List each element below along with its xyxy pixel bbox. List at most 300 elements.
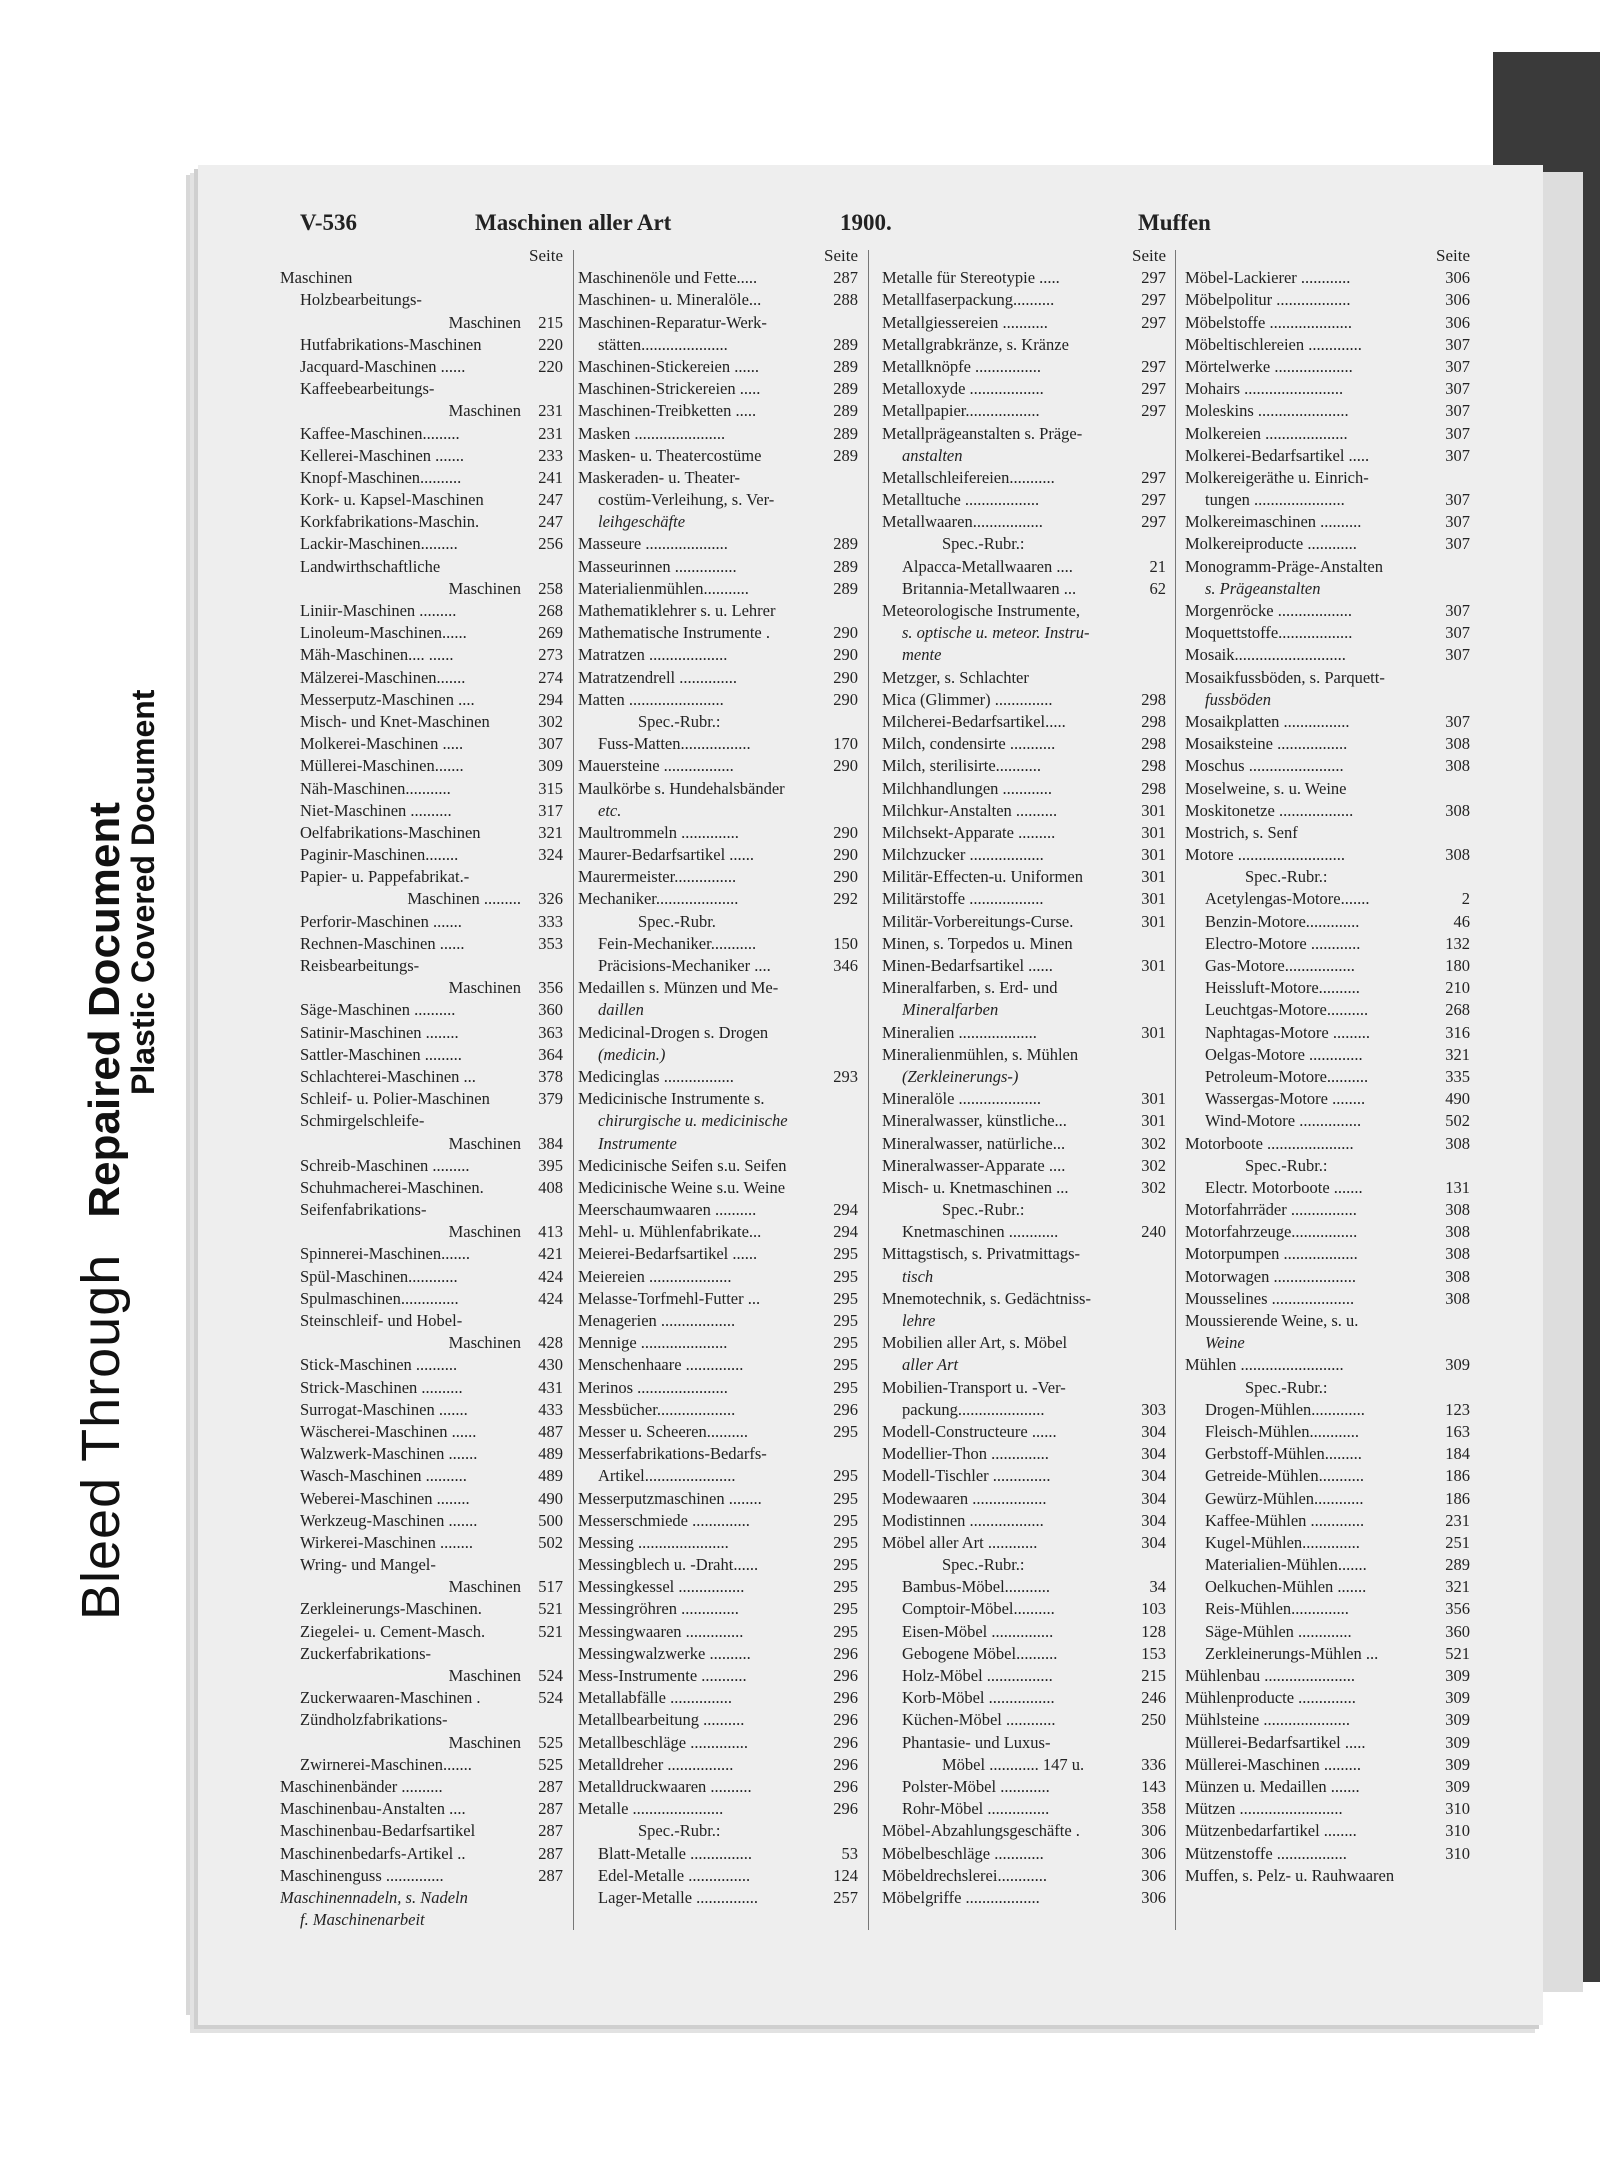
entry-term: Matten .......................: [578, 689, 724, 709]
entry-term: Mützen .........................: [1185, 1799, 1343, 1819]
entry-page-number: 307: [1445, 601, 1470, 620]
entry-term: Mechaniker....................: [578, 889, 739, 909]
entry-term: Mineralwasser, natürliche...: [882, 1133, 1066, 1153]
entry-term: Steinschleif- und Hobel-: [300, 1311, 463, 1330]
entry-page-number: 307: [1445, 423, 1470, 443]
entry-page-number: Seite: [1436, 246, 1470, 265]
entry-term: Präcisions-Mechaniker ....: [598, 956, 771, 975]
entry-term: Mühlenbau ......................: [1185, 1666, 1356, 1685]
entry-term: Getreide-Mühlen...........: [1205, 1466, 1364, 1486]
page-header: [300, 210, 1490, 244]
entry-page-number: 307: [538, 734, 563, 754]
entry-term: Milchkur-Anstalten ..........: [882, 800, 1058, 820]
entry-term: Mineralienmühlen, s. Mühlen: [882, 1044, 1079, 1064]
entry-term: Maschinen-Stickereien ......: [578, 356, 759, 376]
index-entry: [578, 1332, 858, 1354]
entry-term: Spinnerei-Maschinen.......: [300, 1244, 471, 1264]
entry-term: Möbeltischlereien .............: [1185, 334, 1362, 354]
entry-term: Knetmaschinen ............: [902, 1222, 1059, 1242]
entry-page-number: 306: [1141, 1843, 1166, 1863]
entry-term: Maskeraden- u. Theater-: [578, 467, 740, 487]
entry-page-number: 296: [833, 1710, 858, 1730]
entry-term: Molkerei-Bedarfsartikel .....: [1185, 445, 1370, 465]
entry-term: Zuckerfabrikations-: [300, 1643, 432, 1663]
entry-page-number: 304: [1141, 1488, 1166, 1508]
entry-term: Möbeldrechslerei............: [882, 1865, 1047, 1885]
index-entry: [280, 1598, 563, 1620]
index-entry: [882, 1865, 1166, 1887]
entry-term: Korb-Möbel ................: [902, 1688, 1055, 1708]
entry-term: (medicin.): [598, 1044, 666, 1064]
entry-term: Molkereien ....................: [1185, 423, 1348, 443]
entry-term: Möbelgriffe ..................: [882, 1887, 1040, 1907]
entry-page-number: 308: [1445, 734, 1470, 754]
index-entry: [1185, 689, 1470, 711]
entry-page-number: 298: [1141, 734, 1166, 754]
index-entry: [1185, 667, 1470, 689]
entry-term: Möbel ............ 147 u.: [942, 1754, 1085, 1774]
entry-term: Messer u. Scheeren..........: [578, 1421, 748, 1441]
entry-term: mente: [902, 645, 942, 665]
index-entry: [882, 1488, 1166, 1510]
index-entry: [1185, 1798, 1470, 1820]
entry-term: Möbel aller Art ............: [882, 1532, 1038, 1552]
entry-term: Messing ......................: [578, 1532, 729, 1552]
entry-term: Kellerei-Maschinen .......: [300, 445, 465, 465]
entry-page-number: 296: [833, 1732, 858, 1752]
entry-term: Electr. Motorboote .......: [1205, 1177, 1363, 1197]
index-entry: [578, 1798, 858, 1820]
entry-term: Gerbstoff-Mühlen.........: [1205, 1444, 1362, 1464]
entry-page-number: 304: [1141, 1532, 1166, 1552]
index-entry: [578, 933, 858, 955]
column-header-seite: [1185, 245, 1470, 267]
entry-term: Heissluft-Motore..........: [1205, 978, 1360, 998]
index-entry: [280, 778, 563, 800]
index-entry: [280, 533, 563, 555]
entry-term: stätten.....................: [598, 334, 728, 354]
index-entry: [882, 378, 1166, 400]
entry-page-number: 297: [1141, 490, 1166, 510]
entry-term: Petroleum-Motore..........: [1205, 1066, 1369, 1086]
entry-page-number: 304: [1141, 1510, 1166, 1530]
index-entry: [882, 711, 1166, 733]
index-entry: [1185, 933, 1470, 955]
entry-page-number: 62: [1149, 578, 1166, 598]
index-entry: [882, 689, 1166, 711]
index-entry: [578, 1776, 858, 1798]
entry-page-number: 290: [833, 845, 858, 865]
index-entry: [1185, 1399, 1470, 1421]
entry-page-number: 296: [833, 1643, 858, 1663]
index-entry: [1185, 999, 1470, 1021]
index-entry: [578, 689, 858, 711]
entry-page-number: 287: [538, 1776, 563, 1796]
entry-page-number: 302: [1141, 1133, 1166, 1153]
entry-page-number: 378: [538, 1066, 563, 1086]
entry-page-number: 287: [833, 268, 858, 288]
entry-term: (Zerkleinerungs-): [902, 1066, 1019, 1086]
entry-page-number: 295: [833, 1288, 858, 1308]
entry-term: Britannia-Metallwaaren ...: [902, 578, 1077, 598]
entry-page-number: 525: [538, 1754, 563, 1774]
entry-term: Liniir-Maschinen .........: [300, 601, 457, 620]
side-labels: [0, 0, 185, 2177]
entry-term: Medicinglas .................: [578, 1066, 734, 1086]
entry-term: Maschinenbau-Anstalten ....: [280, 1799, 466, 1819]
index-entry: [1185, 844, 1470, 866]
index-entry: [280, 1199, 563, 1221]
entry-term: leihgeschäfte: [598, 512, 686, 532]
index-entry: [1185, 600, 1470, 622]
index-entry: [280, 400, 563, 422]
index-entry: [1185, 1865, 1470, 1887]
entry-term: Metallbearbeitung ..........: [578, 1710, 745, 1730]
index-entry: [578, 1155, 858, 1177]
entry-page-number: 290: [833, 822, 858, 842]
index-entry: [280, 467, 563, 489]
entry-term: Wassergas-Motore ........: [1205, 1089, 1366, 1109]
entry-page-number: 308: [1445, 1266, 1470, 1286]
index-entry: [578, 1732, 858, 1754]
entry-term: Mosaik...........................: [1185, 645, 1346, 665]
index-entry: [882, 1243, 1166, 1265]
index-entry: [1185, 1820, 1470, 1842]
entry-page-number: 295: [833, 1421, 858, 1441]
index-entry: [280, 1022, 563, 1044]
index-entry: [578, 1066, 858, 1088]
index-entry: [280, 667, 563, 689]
entry-page-number: 295: [833, 1355, 858, 1375]
index-entry: [882, 267, 1166, 289]
entry-page-number: 297: [1141, 401, 1166, 421]
entry-page-number: 251: [1445, 1532, 1470, 1552]
entry-page-number: 301: [1141, 822, 1166, 842]
entry-term: Medicinal-Drogen s. Drogen: [578, 1022, 769, 1042]
entry-term: Spec.-Rubr.:: [1245, 867, 1328, 887]
header-last-entry: Muffen: [1138, 210, 1211, 235]
entry-term: aller Art: [902, 1355, 959, 1375]
index-entry: [578, 1488, 858, 1510]
entry-page-number: 128: [1141, 1621, 1166, 1641]
entry-term: Milchhandlungen ............: [882, 778, 1053, 798]
index-entry: [882, 1133, 1166, 1155]
entry-term: Rechnen-Maschinen ......: [300, 933, 465, 953]
entry-page-number: 490: [1445, 1089, 1470, 1109]
entry-page-number: 290: [833, 645, 858, 665]
entry-term: Metallgiessereien ...........: [882, 312, 1048, 332]
index-entry: [578, 1310, 858, 1332]
index-entry: [578, 888, 858, 910]
entry-term: Reis-Mühlen..............: [1205, 1599, 1349, 1619]
entry-page-number: 326: [538, 889, 563, 909]
entry-page-number: 293: [833, 1066, 858, 1086]
entry-page-number: 289: [1445, 1555, 1470, 1575]
index-entry: [280, 1776, 563, 1798]
entry-term: Münzen u. Medaillen .......: [1185, 1776, 1360, 1796]
index-entry: [882, 977, 1166, 999]
index-entry: [1185, 888, 1470, 910]
index-entry: [882, 999, 1166, 1021]
entry-page-number: 301: [1141, 1089, 1166, 1109]
index-entry: [1185, 977, 1470, 999]
index-entry: [280, 600, 563, 622]
entry-term: Materialien-Mühlen.......: [1205, 1555, 1367, 1575]
entry-term: Mälzerei-Maschinen.......: [300, 667, 466, 687]
entry-term: Messingkessel ................: [578, 1577, 745, 1597]
index-entry: [578, 667, 858, 689]
index-entry: [280, 1066, 563, 1088]
entry-page-number: 256: [538, 534, 563, 554]
entry-term: Medicinische Instrumente s.: [578, 1089, 765, 1109]
entry-page-number: 295: [833, 1244, 858, 1264]
entry-page-number: 287: [538, 1799, 563, 1819]
entry-term: Maschinen- u. Mineralöle...: [578, 290, 762, 310]
entry-term: Holzbearbeitungs-: [300, 290, 422, 310]
entry-term: Lackir-Maschinen.........: [300, 534, 458, 554]
index-entry: [578, 644, 858, 666]
entry-term: Mauersteine .................: [578, 756, 734, 776]
entry-page-number: 295: [833, 1311, 858, 1330]
entry-term: Mnemotechnik, s. Gedächtniss-: [882, 1288, 1091, 1308]
index-entry: [882, 312, 1166, 334]
entry-page-number: 487: [538, 1421, 563, 1441]
index-entry: [1185, 578, 1470, 600]
index-entry: [578, 1288, 858, 1310]
entry-term: Meerschaumwaaren ..........: [578, 1200, 757, 1220]
entry-page-number: Seite: [1132, 246, 1166, 265]
index-entry: [280, 1088, 563, 1110]
index-entry: [578, 1554, 858, 1576]
entry-term: Gebogene Möbel..........: [902, 1643, 1058, 1663]
entry-term: Misch- und Knet-Maschinen: [300, 711, 490, 731]
entry-term: Molkereimaschinen ..........: [1185, 512, 1362, 532]
entry-page-number: 246: [1141, 1688, 1166, 1708]
entry-page-number: 308: [1445, 756, 1470, 776]
entry-page-number: 186: [1445, 1488, 1470, 1508]
entry-term: Maurermeister...............: [578, 867, 737, 887]
entry-term: Moquettstoffe..................: [1185, 623, 1353, 643]
entry-term: Werkzeug-Maschinen .......: [300, 1510, 478, 1530]
index-entry: [280, 1177, 563, 1199]
entry-page-number: 360: [538, 1000, 563, 1020]
entry-term: Maschinenbänder ..........: [280, 1776, 443, 1796]
index-entry: [280, 1532, 563, 1554]
index-entry: [578, 1088, 858, 1110]
entry-page-number: 307: [1445, 356, 1470, 376]
index-entry: [882, 1554, 1166, 1576]
entry-page-number: 490: [538, 1488, 563, 1508]
entry-page-number: 295: [833, 1599, 858, 1619]
index-entry: [882, 733, 1166, 755]
entry-term: Wring- und Mangel-: [300, 1555, 436, 1575]
index-entry: [1185, 1843, 1470, 1865]
index-entry: [882, 866, 1166, 888]
entry-term: Möbelbeschläge ............: [882, 1843, 1044, 1863]
entry-term: Schuhmacherei-Maschinen.: [300, 1177, 484, 1197]
entry-term: Mathematiklehrer s. u. Lehrer: [578, 601, 776, 620]
page-number: V-536: [300, 210, 358, 235]
index-entry: [882, 1088, 1166, 1110]
index-entry: [882, 822, 1166, 844]
index-entry: [578, 866, 858, 888]
entry-term: Strick-Maschinen ..........: [300, 1377, 463, 1397]
index-entry: [1185, 400, 1470, 422]
entry-page-number: 307: [1445, 334, 1470, 354]
index-entry: [578, 1354, 858, 1376]
index-entry: [1185, 1288, 1470, 1310]
entry-term: Maurer-Bedarfsartikel ......: [578, 845, 755, 865]
index-entry: [1185, 334, 1470, 356]
entry-term: Niet-Maschinen ..........: [300, 800, 452, 820]
index-entry: [1185, 1532, 1470, 1554]
entry-page-number: 521: [538, 1599, 563, 1619]
index-entry: [882, 1576, 1166, 1598]
entry-term: Spec.-Rubr.:: [942, 534, 1025, 554]
index-entry: [578, 1820, 858, 1842]
entry-page-number: 294: [833, 1200, 858, 1220]
index-entry: [280, 578, 563, 600]
entry-term: Motore ..........................: [1185, 845, 1345, 865]
entry-term: Alpacca-Metallwaaren ....: [902, 556, 1073, 576]
index-entry: [280, 1243, 563, 1265]
entry-page-number: 301: [1141, 956, 1166, 975]
column-divider: [868, 250, 869, 1930]
index-entry: [578, 467, 858, 489]
index-entry: [1185, 1488, 1470, 1510]
index-entry: [1185, 866, 1470, 888]
entry-page-number: 309: [538, 756, 563, 776]
entry-page-number: 287: [538, 1865, 563, 1885]
entry-term: Messingwaaren ..............: [578, 1621, 744, 1641]
entry-term: Metallwaaren.................: [882, 512, 1043, 532]
index-entry: [1185, 1554, 1470, 1576]
entry-term: Maschinenöle und Fette.....: [578, 268, 758, 288]
entry-term: Spec.-Rubr.:: [1245, 1377, 1328, 1397]
index-entry: [1185, 800, 1470, 822]
entry-term: anstalten: [902, 445, 963, 465]
entry-term: Mühlen .........................: [1185, 1355, 1344, 1375]
entry-term: tungen ......................: [1205, 490, 1345, 510]
index-entry: [280, 1443, 563, 1465]
entry-term: tisch: [902, 1266, 934, 1286]
entry-page-number: 220: [538, 334, 563, 354]
index-entry: [1185, 1665, 1470, 1687]
entry-page-number: 307: [1445, 401, 1470, 421]
entry-page-number: 310: [1445, 1821, 1470, 1841]
index-entry: [1185, 1243, 1470, 1265]
entry-page-number: 297: [1141, 290, 1166, 310]
entry-page-number: 297: [1141, 379, 1166, 399]
index-entry: [1185, 1443, 1470, 1465]
entry-page-number: 292: [833, 889, 858, 909]
entry-term: Leuchtgas-Motore..........: [1205, 1000, 1369, 1020]
entry-term: Masken ......................: [578, 423, 726, 443]
bleed-through-label: Bleed Through: [71, 1253, 131, 1620]
entry-term: Metallschleifereien...........: [882, 467, 1055, 487]
index-entry: [578, 1221, 858, 1243]
index-entry: [280, 977, 563, 999]
entry-term: Maschinen: [448, 1577, 521, 1597]
index-entry: [578, 1465, 858, 1487]
index-entry: [280, 312, 563, 334]
index-entry: [578, 600, 858, 622]
entry-term: Mineralöle ....................: [882, 1089, 1042, 1109]
index-entry: [578, 267, 858, 289]
entry-page-number: 306: [1141, 1887, 1166, 1907]
index-entry: [882, 1443, 1166, 1465]
index-entry: [882, 1665, 1166, 1687]
entry-term: Seifenfabrikations-: [300, 1200, 427, 1220]
entry-page-number: 295: [833, 1510, 858, 1530]
entry-term: Modellier-Thon ..............: [882, 1444, 1049, 1464]
index-entry: [1185, 556, 1470, 578]
entry-page-number: 297: [1141, 467, 1166, 487]
entry-term: Zündholzfabrikations-: [300, 1710, 448, 1730]
plastic-covered-label: Plastic Covered Document: [125, 689, 161, 1095]
entry-page-number: 308: [1445, 800, 1470, 820]
index-entry: [1185, 822, 1470, 844]
index-entry: [882, 489, 1166, 511]
entry-page-number: 424: [538, 1288, 563, 1308]
entry-term: Milcherei-Bedarfsartikel.....: [882, 711, 1066, 731]
index-entry: [280, 644, 563, 666]
index-entry: [578, 1510, 858, 1532]
index-entry: [1185, 1732, 1470, 1754]
entry-term: Metalle ......................: [578, 1799, 724, 1819]
entry-page-number: 301: [1141, 1022, 1166, 1042]
entry-term: Masseure ....................: [578, 534, 728, 554]
entry-page-number: 298: [1141, 756, 1166, 776]
entry-term: Mörtelwerke ...................: [1185, 356, 1353, 376]
index-entry: [578, 999, 858, 1021]
index-entry: [882, 356, 1166, 378]
entry-page-number: 521: [1445, 1643, 1470, 1663]
index-entry: [1185, 533, 1470, 555]
entry-term: Weberei-Maschinen ........: [300, 1488, 470, 1508]
entry-page-number: 333: [538, 911, 563, 931]
entry-page-number: 309: [1445, 1754, 1470, 1774]
entry-term: Mineralfarben, s. Erd- und: [882, 978, 1058, 998]
entry-term: Wirkerei-Maschinen ........: [300, 1532, 473, 1552]
index-entry: [280, 1155, 563, 1177]
entry-page-number: 170: [833, 734, 858, 754]
entry-term: Motorboote .....................: [1185, 1133, 1354, 1153]
index-entry: [280, 1709, 563, 1731]
index-entry: [1185, 1133, 1470, 1155]
index-entry: [1185, 511, 1470, 533]
index-entry: [578, 578, 858, 600]
index-entry: [1185, 1110, 1470, 1132]
index-entry: [280, 1843, 563, 1865]
entry-term: Maulkörbe s. Hundehalsbänder: [578, 778, 785, 798]
entry-term: Spec.-Rubr.:: [638, 711, 721, 731]
index-entry: [280, 289, 563, 311]
index-entry: [280, 1510, 563, 1532]
entry-page-number: 231: [1445, 1510, 1470, 1530]
index-entry: [882, 600, 1166, 622]
index-entry: [578, 1709, 858, 1731]
index-entry: [578, 1133, 858, 1155]
entry-page-number: 315: [538, 778, 563, 798]
entry-page-number: 364: [538, 1044, 563, 1064]
entry-term: Medicinische Seifen s.u. Seifen: [578, 1155, 787, 1175]
entry-page-number: 301: [1141, 800, 1166, 820]
entry-term: Misch- u. Knetmaschinen ...: [882, 1177, 1069, 1197]
index-entry: [882, 400, 1166, 422]
index-entry: [280, 1798, 563, 1820]
index-entry: [882, 423, 1166, 445]
